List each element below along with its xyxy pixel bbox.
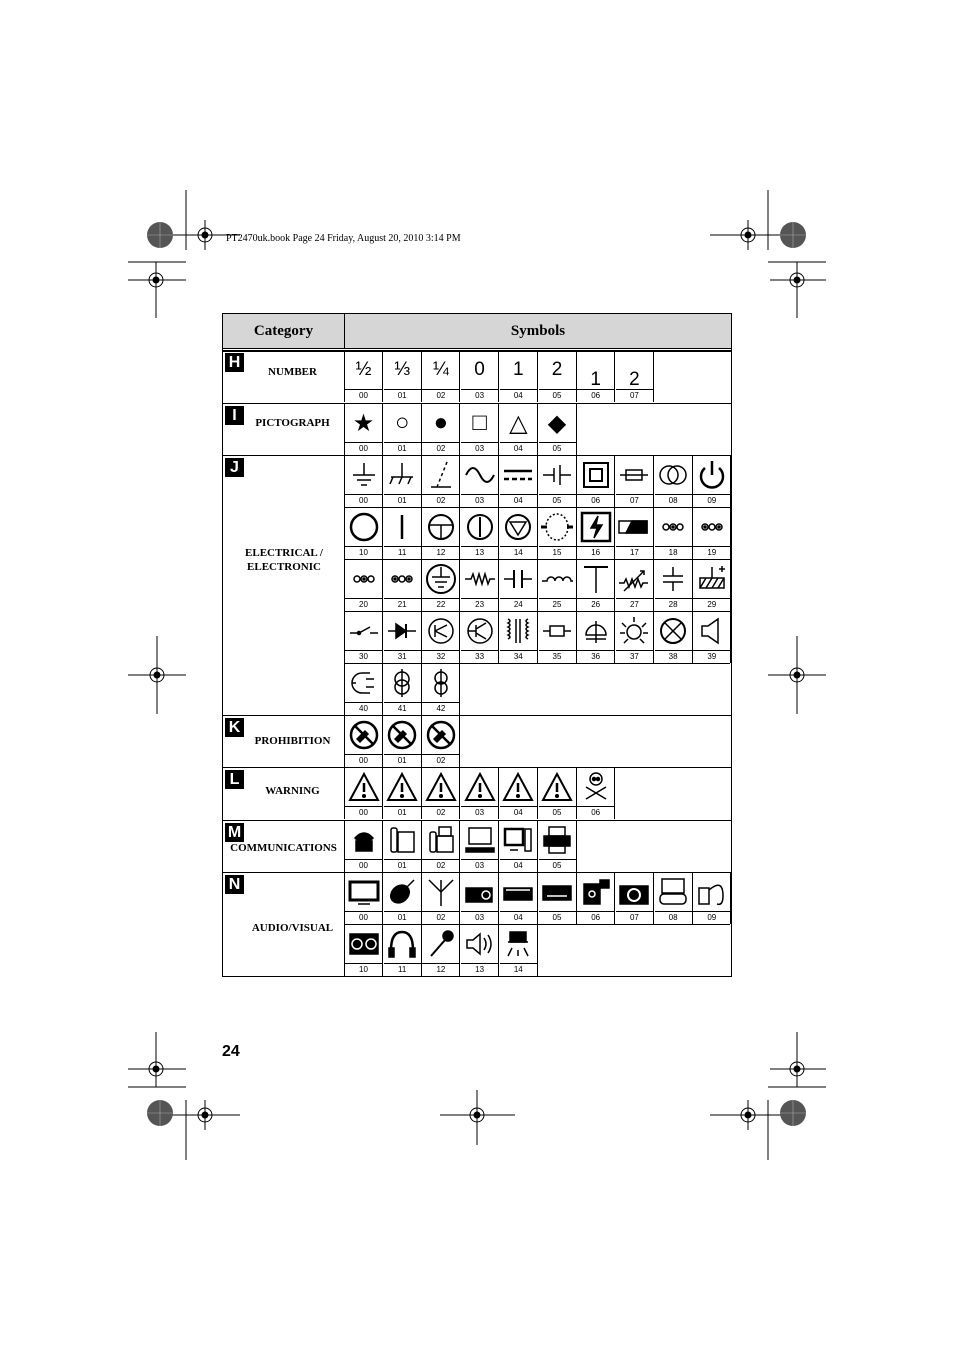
symbol-cell bbox=[655, 455, 693, 507]
symbol-code: 30 bbox=[345, 650, 382, 663]
category-name: PICTOGRAPH bbox=[255, 417, 330, 429]
symbol-cell bbox=[539, 559, 577, 611]
symbol-code: 02 bbox=[422, 389, 459, 402]
symbol-cell bbox=[500, 872, 538, 924]
symbol-cell bbox=[384, 872, 422, 924]
symbol-cell bbox=[461, 455, 499, 507]
symbol-code: 19 bbox=[693, 546, 730, 559]
symbol-cell bbox=[500, 820, 538, 872]
header-symbols: Symbols bbox=[345, 314, 731, 348]
symbol-cell bbox=[384, 663, 422, 715]
symbol-code: 02 bbox=[422, 806, 459, 819]
symbol-icon bbox=[345, 561, 382, 597]
symbol-icon bbox=[461, 822, 498, 858]
symbol-cell bbox=[461, 767, 499, 819]
symbol-code: 06 bbox=[577, 911, 614, 924]
symbol-code: 03 bbox=[461, 806, 498, 819]
symbol-cell bbox=[500, 403, 538, 455]
symbol-code: 34 bbox=[500, 650, 537, 663]
symbol-glyph: 1 bbox=[513, 359, 524, 380]
symbol-cell bbox=[500, 455, 538, 507]
symbol-code: 02 bbox=[422, 859, 459, 872]
symbol-glyph: ● bbox=[433, 409, 449, 436]
symbol-cell bbox=[539, 820, 577, 872]
section-letter: J bbox=[225, 458, 244, 477]
symbol-cell bbox=[616, 350, 654, 402]
symbol-cell bbox=[539, 872, 577, 924]
symbol-code: 03 bbox=[461, 442, 498, 455]
symbol-code: 05 bbox=[539, 442, 576, 455]
symbol-code: 16 bbox=[577, 546, 614, 559]
symbol-code: 36 bbox=[577, 650, 614, 663]
symbol-glyph: ○ bbox=[394, 409, 410, 436]
symbol-code: 06 bbox=[577, 806, 614, 819]
symbol-code: 04 bbox=[500, 859, 537, 872]
symbol-icon bbox=[655, 874, 692, 910]
symbol-icon bbox=[345, 665, 382, 701]
symbol-icon bbox=[616, 457, 653, 493]
symbol-code: 04 bbox=[500, 494, 537, 507]
category-warning bbox=[223, 767, 345, 819]
symbol-code: 32 bbox=[422, 650, 459, 663]
symbol-code: 03 bbox=[461, 911, 498, 924]
symbol-icon bbox=[500, 561, 537, 597]
symbol-icon bbox=[422, 717, 459, 753]
symbol-icon bbox=[616, 509, 653, 545]
symbol-code: 05 bbox=[539, 859, 576, 872]
symbol-cell bbox=[345, 455, 383, 507]
symbol-cell bbox=[616, 455, 654, 507]
symbol-code: 17 bbox=[616, 546, 653, 559]
symbol-code: 09 bbox=[693, 911, 730, 924]
symbol-code: 05 bbox=[539, 806, 576, 819]
category-audio-visual bbox=[223, 872, 345, 976]
symbol-icon bbox=[345, 874, 382, 910]
symbol-code: 00 bbox=[345, 494, 382, 507]
section-letter: K bbox=[225, 718, 244, 737]
symbol-code: 03 bbox=[461, 389, 498, 402]
symbol-code: 42 bbox=[422, 702, 459, 715]
symbol-icon bbox=[539, 457, 576, 493]
symbol-code: 39 bbox=[693, 650, 730, 663]
symbol-icon bbox=[693, 613, 730, 649]
symbol-code: 00 bbox=[345, 911, 382, 924]
symbol-icon bbox=[422, 613, 459, 649]
symbol-icon bbox=[384, 561, 421, 597]
symbol-code: 25 bbox=[539, 598, 576, 611]
symbol-icon bbox=[384, 822, 421, 858]
symbol-cell bbox=[384, 767, 422, 819]
symbol-code: 35 bbox=[539, 650, 576, 663]
symbol-icon bbox=[577, 874, 614, 910]
symbol-cell bbox=[693, 559, 731, 611]
symbol-code: 01 bbox=[384, 754, 421, 767]
symbol-cell bbox=[345, 715, 383, 767]
symbol-code: 06 bbox=[577, 389, 614, 402]
symbol-code: 02 bbox=[422, 494, 459, 507]
symbol-code: 11 bbox=[384, 546, 421, 559]
symbol-code: 10 bbox=[345, 546, 382, 559]
symbol-icon bbox=[461, 509, 498, 545]
section-letter: M bbox=[225, 823, 244, 842]
symbol-icon bbox=[500, 822, 537, 858]
symbol-icon bbox=[693, 457, 730, 493]
symbol-glyph: 2 bbox=[629, 369, 640, 390]
symbol-icon bbox=[500, 457, 537, 493]
header-category: Category bbox=[223, 314, 345, 348]
symbol-icon bbox=[345, 769, 382, 805]
symbol-icon bbox=[345, 613, 382, 649]
symbol-cell bbox=[461, 820, 499, 872]
symbol-code: 05 bbox=[539, 494, 576, 507]
symbol-icon bbox=[345, 717, 382, 753]
symbol-cell bbox=[345, 663, 383, 715]
symbol-code: 05 bbox=[539, 911, 576, 924]
symbol-icon bbox=[345, 926, 382, 962]
symbol-cell bbox=[461, 507, 499, 559]
running-header: PT2470uk.book Page 24 Friday, August 20, 2010 3:14 PM bbox=[226, 233, 461, 244]
symbol-glyph: ★ bbox=[352, 409, 375, 437]
symbol-cell bbox=[422, 403, 460, 455]
category-name: COMMUNICATIONS bbox=[230, 842, 337, 854]
symbol-icon bbox=[616, 561, 653, 597]
symbol-code: 22 bbox=[422, 598, 459, 611]
symbol-icon bbox=[655, 561, 692, 597]
symbol-icon bbox=[422, 926, 459, 962]
symbol-cell bbox=[422, 455, 460, 507]
section-letter: L bbox=[225, 770, 244, 789]
category-prohibition bbox=[223, 715, 345, 767]
symbol-code: 01 bbox=[384, 389, 421, 402]
symbol-cell bbox=[384, 403, 422, 455]
symbol-icon bbox=[693, 561, 730, 597]
symbol-icon bbox=[345, 822, 382, 858]
symbol-cell bbox=[422, 507, 460, 559]
symbol-cell bbox=[422, 715, 460, 767]
symbol-cell bbox=[461, 350, 499, 402]
symbol-code: 02 bbox=[422, 754, 459, 767]
symbol-glyph: 2 bbox=[551, 359, 563, 380]
symbol-cell bbox=[500, 924, 538, 976]
symbol-code: 07 bbox=[616, 389, 653, 402]
symbol-icon bbox=[655, 457, 692, 493]
symbol-cell bbox=[500, 767, 538, 819]
symbol-cell bbox=[345, 403, 383, 455]
symbol-code: 29 bbox=[693, 598, 730, 611]
symbol-cell bbox=[422, 559, 460, 611]
symbol-code: 23 bbox=[461, 598, 498, 611]
symbol-icon bbox=[500, 926, 537, 962]
symbol-code: 41 bbox=[384, 702, 421, 715]
symbol-glyph: □ bbox=[472, 409, 487, 436]
symbol-glyph: ½ bbox=[355, 359, 372, 380]
symbol-code: 00 bbox=[345, 859, 382, 872]
symbol-code: 33 bbox=[461, 650, 498, 663]
symbol-icon bbox=[616, 874, 653, 910]
symbol-code: 09 bbox=[693, 494, 730, 507]
symbol-icon bbox=[345, 509, 382, 545]
symbol-cell bbox=[539, 611, 577, 663]
symbol-cell bbox=[345, 872, 383, 924]
symbol-code: 13 bbox=[461, 546, 498, 559]
symbol-cell bbox=[655, 559, 693, 611]
symbol-cell bbox=[422, 820, 460, 872]
symbol-cell bbox=[461, 872, 499, 924]
symbol-code: 01 bbox=[384, 859, 421, 872]
symbol-icon bbox=[500, 769, 537, 805]
symbol-cell bbox=[422, 663, 460, 715]
symbol-icon bbox=[422, 665, 459, 701]
symbol-cell bbox=[500, 350, 538, 402]
symbol-cell bbox=[345, 767, 383, 819]
symbol-cell bbox=[384, 559, 422, 611]
symbol-code: 00 bbox=[345, 389, 382, 402]
symbol-code: 04 bbox=[500, 911, 537, 924]
symbol-cell bbox=[345, 350, 383, 402]
category-pictograph bbox=[223, 403, 345, 455]
symbol-cell bbox=[422, 767, 460, 819]
symbol-code: 10 bbox=[345, 963, 382, 976]
symbol-code: 08 bbox=[655, 494, 692, 507]
symbol-icon bbox=[384, 665, 421, 701]
category-name: ELECTRICAL / ELECTRONIC bbox=[245, 547, 323, 573]
symbol-code: 05 bbox=[539, 389, 576, 402]
symbol-cell bbox=[384, 820, 422, 872]
symbol-icon bbox=[422, 509, 459, 545]
category-name: WARNING bbox=[265, 785, 320, 797]
symbol-icon bbox=[539, 769, 576, 805]
symbol-icon bbox=[539, 874, 576, 910]
symbol-icon bbox=[422, 561, 459, 597]
symbol-icon bbox=[461, 874, 498, 910]
symbol-cell bbox=[655, 507, 693, 559]
symbol-cell bbox=[693, 611, 731, 663]
symbol-code: 11 bbox=[384, 963, 421, 976]
symbol-code: 06 bbox=[577, 494, 614, 507]
symbol-cell bbox=[384, 715, 422, 767]
symbol-icon bbox=[539, 509, 576, 545]
symbol-cell bbox=[345, 611, 383, 663]
symbol-icon bbox=[384, 613, 421, 649]
symbol-code: 14 bbox=[500, 546, 537, 559]
symbol-code: 01 bbox=[384, 806, 421, 819]
symbol-glyph: △ bbox=[509, 409, 528, 437]
symbol-icon bbox=[539, 822, 576, 858]
symbol-code: 38 bbox=[655, 650, 692, 663]
symbol-glyph: ◆ bbox=[547, 409, 567, 437]
category-communications bbox=[223, 820, 345, 872]
symbol-cell bbox=[422, 872, 460, 924]
symbol-icon bbox=[384, 457, 421, 493]
symbol-cell bbox=[422, 924, 460, 976]
symbol-icon bbox=[655, 509, 692, 545]
symbol-code: 00 bbox=[345, 442, 382, 455]
symbol-cell bbox=[422, 611, 460, 663]
symbol-cell bbox=[384, 611, 422, 663]
symbol-code: 02 bbox=[422, 442, 459, 455]
symbol-icon bbox=[693, 509, 730, 545]
symbol-icon bbox=[500, 509, 537, 545]
symbol-cell bbox=[539, 455, 577, 507]
symbol-cell bbox=[345, 820, 383, 872]
symbol-cell bbox=[500, 611, 538, 663]
symbol-icon bbox=[500, 874, 537, 910]
symbol-icon bbox=[384, 926, 421, 962]
symbol-icon bbox=[539, 613, 576, 649]
symbol-cell bbox=[384, 507, 422, 559]
symbol-code: 26 bbox=[577, 598, 614, 611]
symbol-cell bbox=[616, 559, 654, 611]
symbol-cell bbox=[577, 767, 615, 819]
symbol-icon bbox=[384, 509, 421, 545]
symbol-glyph: 1 bbox=[590, 369, 601, 390]
symbol-icon bbox=[384, 769, 421, 805]
symbol-icon bbox=[384, 874, 421, 910]
symbol-icon bbox=[461, 613, 498, 649]
symbol-cell bbox=[616, 872, 654, 924]
symbol-icon bbox=[577, 561, 614, 597]
symbol-icon bbox=[655, 613, 692, 649]
symbol-cell bbox=[655, 611, 693, 663]
category-electrical-electronic bbox=[223, 455, 345, 715]
symbol-icon bbox=[500, 613, 537, 649]
symbol-code: 21 bbox=[384, 598, 421, 611]
symbol-cell bbox=[384, 455, 422, 507]
symbol-cell bbox=[577, 872, 615, 924]
symbol-code: 24 bbox=[500, 598, 537, 611]
symbol-code: 37 bbox=[616, 650, 653, 663]
symbol-cell bbox=[616, 611, 654, 663]
symbol-icon bbox=[577, 457, 614, 493]
category-number bbox=[223, 350, 345, 402]
symbol-code: 00 bbox=[345, 754, 382, 767]
symbol-cell bbox=[461, 611, 499, 663]
symbol-icon bbox=[461, 561, 498, 597]
symbol-cell bbox=[577, 507, 615, 559]
section-letter: I bbox=[225, 406, 244, 425]
category-name: PROHIBITION bbox=[254, 735, 331, 747]
symbol-icon bbox=[461, 926, 498, 962]
symbol-cell bbox=[422, 350, 460, 402]
symbol-icon bbox=[461, 457, 498, 493]
symbol-icon bbox=[345, 457, 382, 493]
symbol-cell bbox=[577, 611, 615, 663]
symbol-code: 08 bbox=[655, 911, 692, 924]
symbol-icon bbox=[577, 613, 614, 649]
symbol-icon bbox=[577, 509, 614, 545]
symbol-cell bbox=[539, 767, 577, 819]
symbol-cell bbox=[693, 455, 731, 507]
symbol-code: 15 bbox=[539, 546, 576, 559]
symbol-cell bbox=[577, 455, 615, 507]
symbol-icon bbox=[461, 769, 498, 805]
symbol-cell bbox=[384, 350, 422, 402]
symbol-cell bbox=[616, 507, 654, 559]
symbol-code: 07 bbox=[616, 494, 653, 507]
symbol-cell bbox=[461, 924, 499, 976]
symbol-code: 02 bbox=[422, 911, 459, 924]
symbol-cell bbox=[384, 924, 422, 976]
symbol-code: 01 bbox=[384, 442, 421, 455]
symbol-code: 28 bbox=[655, 598, 692, 611]
section-letter: H bbox=[225, 353, 244, 372]
symbol-icon bbox=[422, 457, 459, 493]
symbol-code: 20 bbox=[345, 598, 382, 611]
symbol-code: 40 bbox=[345, 702, 382, 715]
symbol-icon bbox=[422, 769, 459, 805]
symbol-cell bbox=[539, 507, 577, 559]
symbol-cell bbox=[345, 924, 383, 976]
symbol-icon bbox=[616, 613, 653, 649]
symbol-cell bbox=[577, 350, 615, 402]
section-letter: N bbox=[225, 875, 244, 894]
symbol-code: 14 bbox=[500, 963, 537, 976]
symbol-code: 27 bbox=[616, 598, 653, 611]
symbol-code: 31 bbox=[384, 650, 421, 663]
symbol-code: 13 bbox=[461, 963, 498, 976]
symbol-icon bbox=[422, 874, 459, 910]
symbol-glyph: ⅓ bbox=[394, 359, 411, 380]
symbol-cell bbox=[539, 350, 577, 402]
symbol-code: 03 bbox=[461, 494, 498, 507]
symbol-cell bbox=[345, 559, 383, 611]
symbol-code: 07 bbox=[616, 911, 653, 924]
symbol-code: 01 bbox=[384, 911, 421, 924]
symbol-code: 12 bbox=[422, 963, 459, 976]
symbol-cell bbox=[500, 559, 538, 611]
symbol-code: 00 bbox=[345, 806, 382, 819]
category-name: AUDIO/VISUAL bbox=[251, 922, 334, 934]
symbol-code: 03 bbox=[461, 859, 498, 872]
symbol-icon bbox=[422, 822, 459, 858]
symbol-icon bbox=[384, 717, 421, 753]
symbol-glyph: ¼ bbox=[432, 359, 449, 380]
symbol-code: 12 bbox=[422, 546, 459, 559]
symbol-code: 04 bbox=[500, 442, 537, 455]
symbol-cell bbox=[461, 403, 499, 455]
symbol-code: 01 bbox=[384, 494, 421, 507]
symbol-cell bbox=[461, 559, 499, 611]
symbol-icon bbox=[539, 561, 576, 597]
symbol-cell bbox=[693, 507, 731, 559]
category-name: NUMBER bbox=[268, 366, 317, 378]
symbol-cell bbox=[693, 872, 731, 924]
symbol-cell bbox=[345, 507, 383, 559]
symbol-glyph: 0 bbox=[474, 359, 485, 380]
symbol-cell bbox=[539, 403, 577, 455]
symbol-icon bbox=[577, 769, 614, 805]
symbol-code: 04 bbox=[500, 806, 537, 819]
symbol-cell bbox=[500, 507, 538, 559]
symbol-code: 18 bbox=[655, 546, 692, 559]
symbol-table bbox=[222, 313, 732, 977]
page-number: 24 bbox=[222, 1043, 240, 1060]
symbol-cell bbox=[577, 559, 615, 611]
symbol-code: 04 bbox=[500, 389, 537, 402]
symbol-cell bbox=[655, 872, 693, 924]
symbol-icon bbox=[693, 874, 730, 910]
